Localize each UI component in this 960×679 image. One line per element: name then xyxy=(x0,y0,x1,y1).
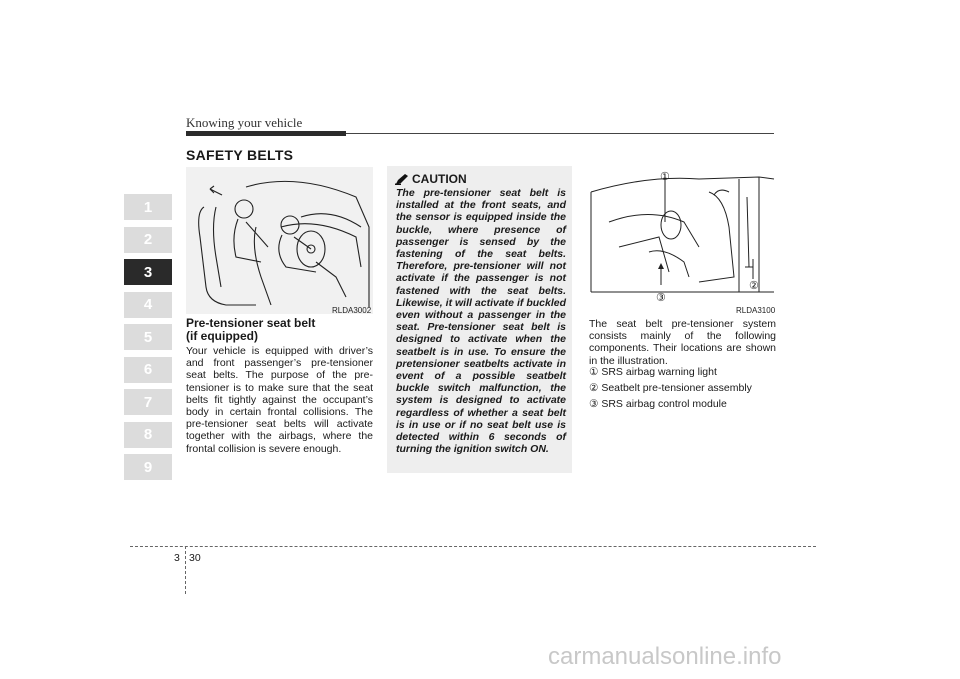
chapter-tab-4[interactable]: 4 xyxy=(124,292,172,318)
list-item-number: ② xyxy=(589,382,599,394)
footer-chapter-number: 3 xyxy=(174,552,180,564)
caution-pencil-icon xyxy=(395,173,409,185)
pretensioner-heading-line1: Pre-tensioner seat belt xyxy=(186,316,316,330)
list-item xyxy=(589,364,776,380)
header-bar xyxy=(186,131,346,136)
callout-3: ③ xyxy=(656,292,666,304)
footer-rule xyxy=(130,546,816,547)
list-item-label: SRS airbag control module xyxy=(601,398,727,410)
car-interior-illustration xyxy=(589,167,776,314)
chapter-tab-7[interactable]: 7 xyxy=(124,389,172,415)
system-intro: The seat belt pre-tensioner system consists mainly of the following components. Their locations are shown in the illustration. xyxy=(589,318,776,367)
list-item-label: Seatbelt pre-tensioner assembly xyxy=(601,382,752,394)
running-header: Knowing your vehicle xyxy=(186,115,303,130)
chapter-tabs xyxy=(124,194,172,487)
figure-code-right: RLDA3100 xyxy=(736,306,776,315)
list-item-label: SRS airbag warning light xyxy=(601,366,717,378)
system-locations-illustration xyxy=(589,167,776,314)
chapter-tab-6[interactable]: 6 xyxy=(124,357,172,383)
footer-page-number: 30 xyxy=(189,552,201,564)
pretensioner-illustration xyxy=(186,167,373,314)
chapter-tab-5[interactable]: 5 xyxy=(124,324,172,350)
chapter-tab-2[interactable]: 2 xyxy=(124,227,172,253)
pretensioner-heading-line2: (if equipped) xyxy=(186,329,258,343)
caution-body: The pre-tensioner seat belt is installed at the front seats, and the sensor is equipped inside the buckle, where presence of passenger is sensed by the fastening of the seat belts. Therefore, pre-tensioner will not activate if the passenger is not fastened with the seat belts. Likewise, it will activate if buckled even without a passenger in the seat. Pre-tensioner seat belt is designed to activate when the seatbelt is in use. To ensure the pretensioner seatbelts activate in event of a possible seatbelt buckle switch malfunction, the system is designed to activate regardless of whether a seat belt is in use or if no seat belt use is detected within 6 seconds of turning the ignition switch ON. xyxy=(396,187,566,456)
component-list xyxy=(589,364,776,412)
list-item xyxy=(589,380,776,396)
list-item xyxy=(589,396,776,412)
chapter-tab-9[interactable]: 9 xyxy=(124,454,172,480)
watermark: carmanualsonline.info xyxy=(548,643,782,670)
footer-divider xyxy=(185,546,186,594)
list-item-number: ③ xyxy=(589,398,599,410)
callout-1: ① xyxy=(660,171,670,183)
pretensioner-heading xyxy=(186,317,315,343)
list-item-number: ① xyxy=(589,366,599,378)
chapter-tab-8[interactable]: 8 xyxy=(124,422,172,448)
figure-code-left: RLDA3002 xyxy=(332,306,372,315)
chapter-tab-1[interactable]: 1 xyxy=(124,194,172,220)
header-rule xyxy=(346,133,774,134)
caution-title: CAUTION xyxy=(412,172,467,186)
pretensioner-body: Your vehicle is equipped with driver’s and front passenger’s pre-tensioner seat belts. The purpose of the pre-tensioner is to make sure that the seat belts fit tightly against the occupant’s body in certain frontal collisions. The pre-tensioner seat belts will activate together with the airbags, where the frontal collision is severe enough. xyxy=(186,345,373,455)
section-title: SAFETY BELTS xyxy=(186,147,294,163)
chapter-tab-3[interactable]: 3 xyxy=(124,259,172,285)
occupants-illustration xyxy=(186,167,373,314)
callout-2: ② xyxy=(749,280,759,292)
